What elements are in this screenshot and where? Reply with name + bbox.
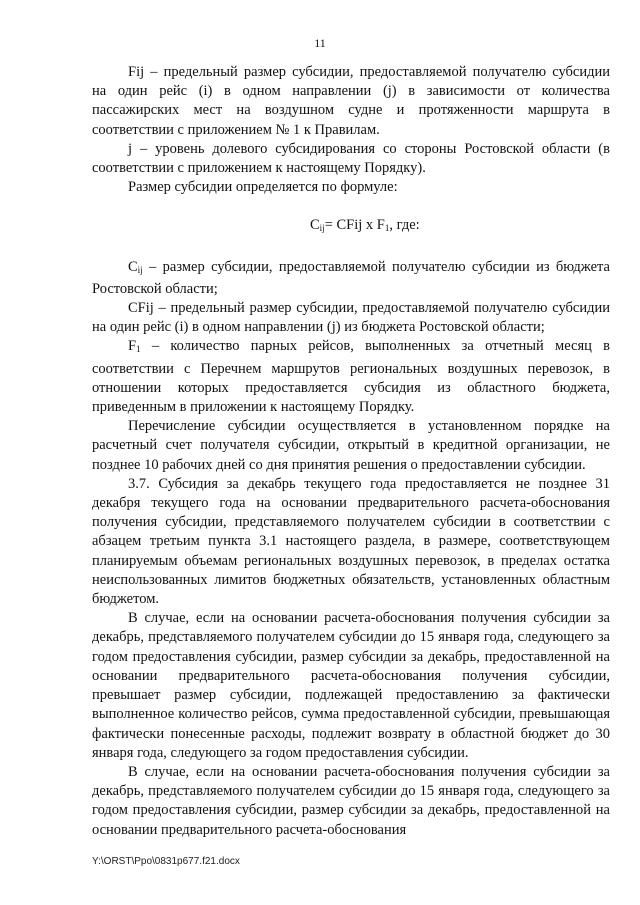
cij-definition-text: – размер субсидии, предоставляемой получателю субсидии из бюджета Ростовской области; bbox=[92, 258, 610, 297]
paragraph-refund-case: В случае, если на основании расчета-обоснования получения субсидии за декабрь, представляемого получателем субсидии до 15 января года, следующего за годом предоставления субсидии, размер субсидии за декабрь, предоставленной на основании предварительного расчета-обоснования получения субсидии, превышает размер субсидии, подлежащей предоставлению за фактически выполненное количество рейсов, сумма предоставленной субсидии, превышающая фактически понесенные расходы, подлежит возврату в областной бюджет до 30 января года, следующего за годом предоставления субсидии. bbox=[92, 610, 610, 761]
f1-subscript: 1 bbox=[136, 344, 141, 355]
paragraph-fij-definition: Fij – предельный размер субсидии, предоставляемой получателю субсидии на один рейс (i) в одном направлении (j) в зависимости от количества пассажирских мест на воздушном судне и протяженности маршрута в соответствии с приложением № 1 к Правилам. bbox=[92, 64, 610, 138]
formula-lhs-subscript: ij bbox=[319, 223, 325, 234]
cij-letter: C bbox=[128, 258, 138, 275]
paragraph-f1-definition bbox=[92, 337, 610, 417]
f1-letter: F bbox=[128, 338, 137, 355]
paragraph-formula-intro: Размер субсидии определяется по формуле: bbox=[128, 179, 398, 196]
formula bbox=[92, 216, 610, 238]
paragraph-3-7: 3.7. Субсидия за декабрь текущего года предоставляется не позднее 31 декабря текущего года на основании предварительного расчета-обоснования получения субсидии, представляемого получателем субсидии в соответствии с абзацем третьим пункта 3.1 настоящего раздела, в размере, соответствующем планируемым объемам региональных воздушных перевозок, в пределах остатка неиспользованных лимитов бюджетных обязательств, установленных областным бюджетом. bbox=[92, 475, 610, 608]
formula-tail: , где: bbox=[389, 217, 420, 234]
paragraph-j-definition: j – уровень долевого субсидирования со стороны Ростовской области (в соответствии с приложением к настоящему Порядку). bbox=[92, 140, 610, 177]
paragraph-cfij-definition: CFij – предельный размер субсидии, предоставляемой получателю субсидии на один рейс (i) в одном направлении (j) из бюджета Ростовской области; bbox=[92, 300, 610, 336]
paragraph-second-case: В случае, если на основании расчета-обоснования получения субсидии за декабрь, представляемого получателем субсидии до 15 января года, следующего за годом предоставления субсидии, размер субсидии за декабрь, предоставленной на основании предварительного расчета-обоснования bbox=[92, 763, 610, 838]
f1-definition-text: – количество парных рейсов, выполненных за отчетный месяц в соответствии с Перечнем маршрутов региональных воздушных перевозок, в отношении которых предоставляется субсидия из областного бюджета, приведенным в приложении к настоящему Порядку. bbox=[92, 338, 610, 416]
formula-lhs-letter: C bbox=[310, 217, 320, 234]
paragraph-transfer: Перечисление субсидии осуществляется в установленном порядке на расчетный счет получателя субсидии, открытый в кредитной организации, не позднее 10 рабочих дней со дня принятия решения о предоставлении субсидии. bbox=[92, 418, 610, 473]
formula-middle: = CFij x F bbox=[324, 217, 385, 234]
document-body bbox=[92, 63, 610, 840]
footer-file-path: Y:\ORST\Ppo\0831p677.f21.docx bbox=[92, 856, 240, 867]
page-number: 11 bbox=[314, 36, 326, 50]
cij-subscript: ij bbox=[137, 264, 143, 275]
formula-rhs-subscript: 1 bbox=[384, 223, 390, 234]
paragraph-cij-definition bbox=[92, 258, 610, 299]
